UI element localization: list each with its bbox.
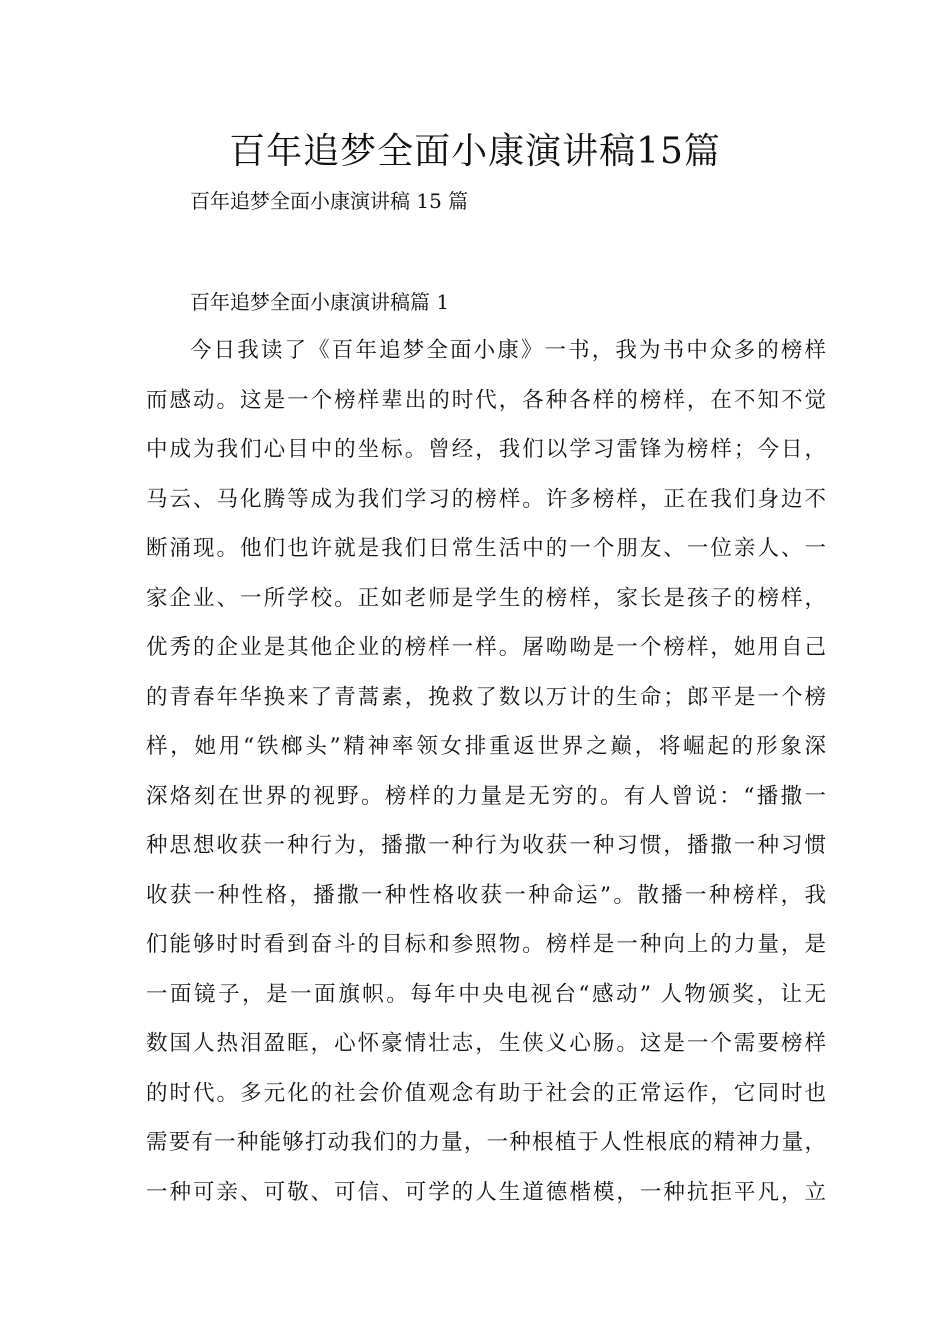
paragraph-line: 一面镜子，是一面旗帜。每年中央电视台“感动” 人物颁奖，让无 [146, 981, 826, 1007]
document-subtitle: 百年追梦全面小康演讲稿 15 篇 [190, 189, 469, 213]
paragraph-line: 今日我读了《百年追梦全面小康》一书，我为书中众多的榜样 [190, 338, 826, 363]
paragraph-line: 们能够时时看到奋斗的目标和参照物。榜样是一种向上的力量，是 [146, 932, 826, 957]
paragraph-line: 种思想收获一种行为，播撒一种行为收获一种习惯，播撒一种习惯 [146, 833, 826, 858]
body-paragraph [146, 332, 826, 1223]
paragraph-line: 的青春年华换来了青蒿素，挽救了数以万计的生命；郎平是一个榜 [146, 684, 826, 710]
paragraph-line: 一种可亲、可敬、可信、可学的人生道德楷模，一种抗拒平凡，立 [146, 1179, 826, 1205]
paragraph-line: 断涌现。他们也许就是我们日常生活中的一个朋友、一位亲人、一 [146, 536, 826, 561]
paragraph-line: 家企业、一所学校。正如老师是学生的榜样，家长是孩子的榜样， [146, 585, 826, 611]
paragraph-line: 深烙刻在世界的视野。榜样的力量是无穷的。有人曾说：“播撒一 [146, 783, 826, 809]
paragraph-line: 需要有一种能够打动我们的力量，一种根植于人性根底的精神力量， [146, 1130, 826, 1155]
document-title: 百年追梦全面小康演讲稿15篇 [229, 131, 721, 172]
paragraph-line: 而感动。这是一个榜样辈出的时代，各种各样的榜样，在不知不觉 [146, 387, 826, 413]
paragraph-line: 马云、马化腾等成为我们学习的榜样。许多榜样，正在我们身边不 [146, 486, 826, 512]
paragraph-line: 样，她用“铁榔头”精神率领女排重返世界之巅，将崛起的形象深 [146, 734, 826, 759]
paragraph-line: 优秀的企业是其他企业的榜样一样。屠呦呦是一个榜样，她用自己 [146, 635, 826, 660]
paragraph-line: 的时代。多元化的社会价值观念有助于社会的正常运作，它同时也 [146, 1080, 826, 1106]
paragraph-line: 收获一种性格，播撒一种性格收获一种命运”。散播一种榜样，我 [146, 882, 826, 908]
section-heading: 百年追梦全面小康演讲稿篇 1 [190, 290, 450, 314]
paragraph-line: 中成为我们心目中的坐标。曾经，我们以学习雷锋为榜样；今日， [146, 437, 826, 462]
paragraph-line: 数国人热泪盈眶，心怀豪情壮志，生侠义心肠。这是一个需要榜样 [146, 1031, 826, 1056]
